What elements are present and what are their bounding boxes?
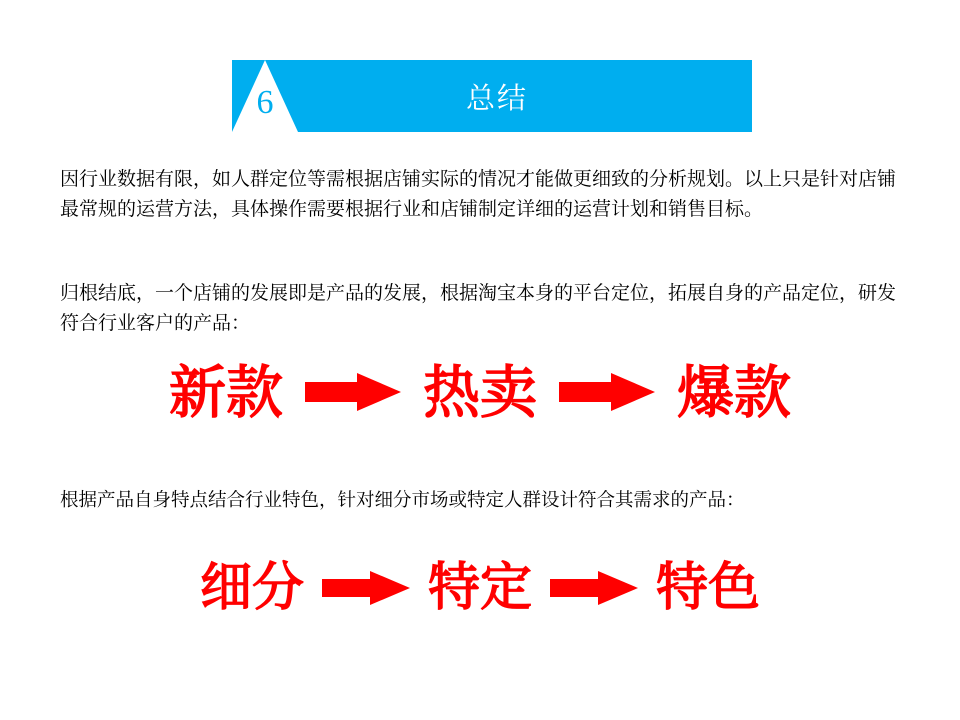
arrow-head (598, 571, 638, 605)
right-arrow-icon (305, 373, 401, 411)
arrow-shaft (322, 579, 374, 597)
right-arrow-icon (559, 373, 655, 411)
product-flow-two (120, 548, 840, 628)
flow-two-step-2: 特定 (427, 557, 532, 618)
flow-one-step-1: 新款 (169, 358, 283, 426)
arrow-shaft (550, 579, 602, 597)
flow-one-step-2: 热卖 (423, 358, 537, 426)
paragraph-two: 归根结底，一个店铺的发展即是产品的发展，根据淘宝本身的平台定位，拓展自身的产品定位，研发符合行业客户的产品： (60, 282, 897, 334)
slide-number: 6 (256, 84, 274, 121)
arrow-head (611, 373, 655, 411)
right-arrow-icon (550, 571, 638, 605)
paragraph-one: 因行业数据有限，如人群定位等需根据店铺实际的情况才能做更细致的分析规划。以上只是针对店铺最常规的运营方法，具体操作需要根据行业和店铺制定详细的运营计划和销售目标。 (60, 168, 897, 220)
flow-two-step-1: 细分 (199, 557, 304, 618)
arrow-shaft (559, 382, 617, 402)
slide-title-banner (232, 60, 752, 132)
right-arrow-icon (322, 571, 410, 605)
arrow-head (357, 373, 401, 411)
slide-title: 总结 (465, 80, 528, 115)
paragraph-three: 根据产品自身特点结合行业特色，针对细分市场或特定人群设计符合其需求的产品： (60, 490, 745, 511)
product-flow-one (100, 352, 860, 432)
flow-one-step-3: 爆款 (677, 358, 791, 426)
slide-number-badge (232, 60, 298, 132)
flow-two-step-3: 特色 (656, 557, 761, 618)
arrow-shaft (305, 382, 363, 402)
arrow-head (370, 571, 410, 605)
